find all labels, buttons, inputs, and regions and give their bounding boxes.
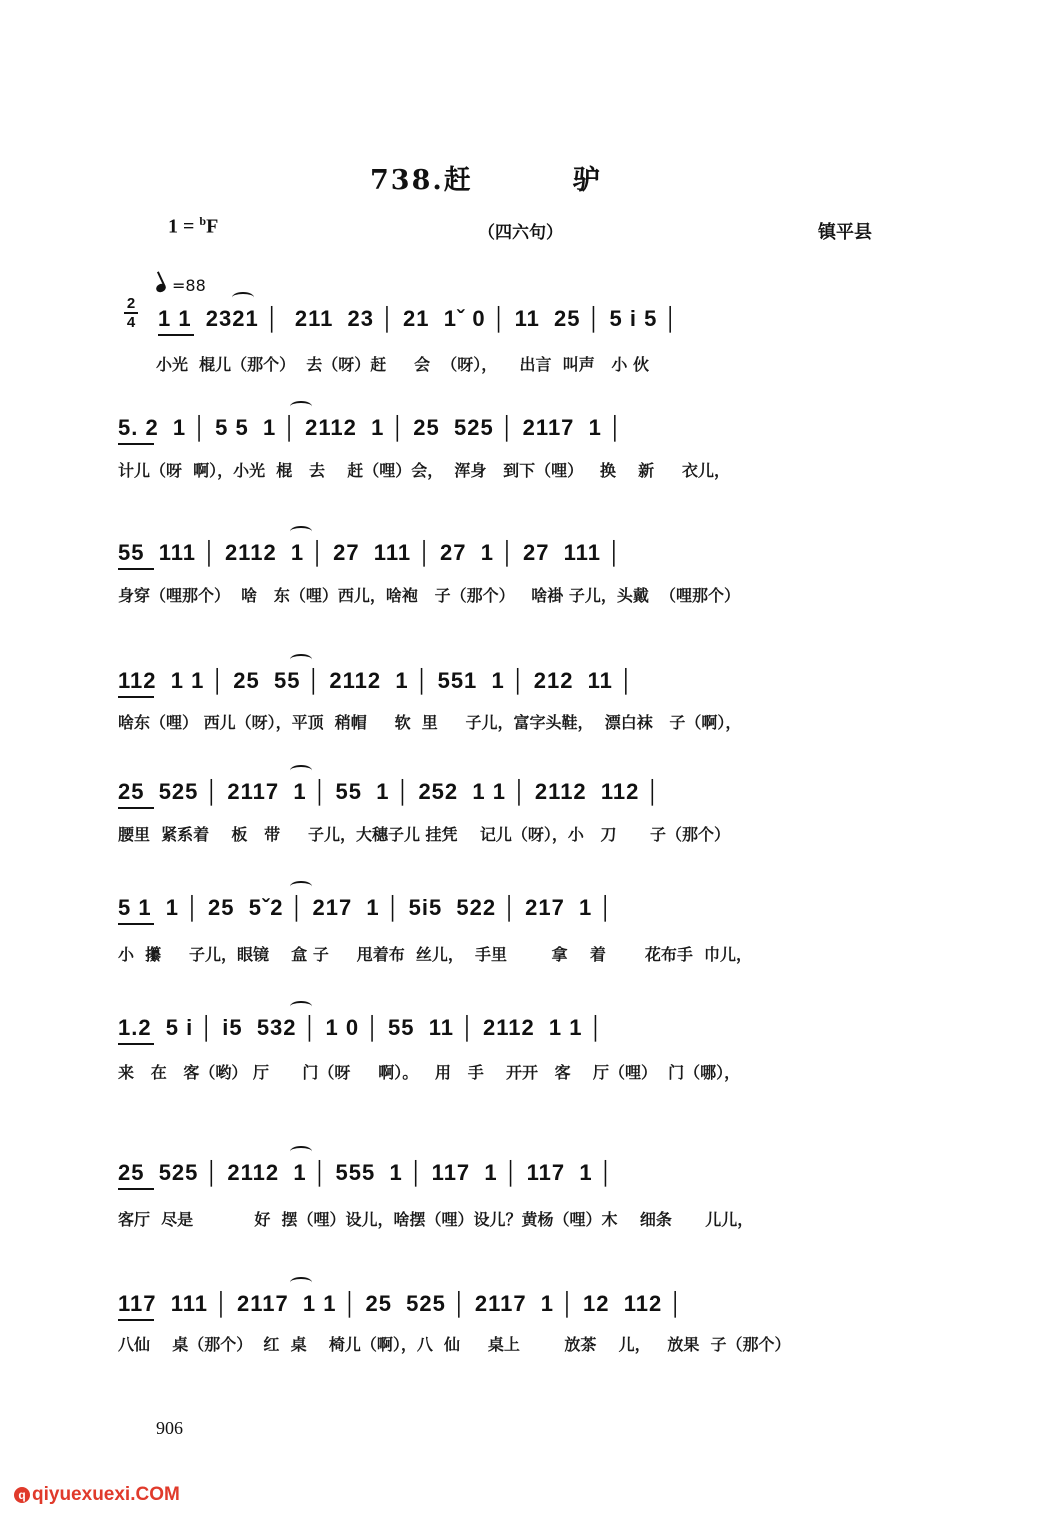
watermark-logo-icon: q [14, 1487, 30, 1503]
lyric-line: 来 在 客（哟） 厅 门（呀 啊）。 用 手 开开 客 厅（哩） 门（哪）， [118, 1063, 741, 1082]
tempo-marking [156, 276, 206, 295]
beam-underline [118, 923, 154, 925]
notation-line: 1.2 5 i │ i5 532 │ 1 0 │ 55 11 │ 2112 1 1 │ [118, 1015, 605, 1040]
watermark [14, 1484, 180, 1506]
quarter-note-icon [155, 282, 167, 293]
beam-underline [118, 1319, 154, 1321]
region-label: 镇平县 [818, 222, 872, 243]
time-signature [124, 296, 138, 330]
beam-underline [158, 334, 194, 336]
lyric-line: 腰里 紧系着 板 带 子儿，大穗子儿 挂凭 记儿（呀），小 刀 子（那个） [118, 825, 730, 844]
slur-mark [290, 1277, 312, 1288]
beam-underline [118, 568, 154, 570]
lyric-line: 客厅 尽是 好 摆（哩）设儿，啥摆（哩）设儿？黄杨（哩）木 细条 儿儿， [118, 1210, 754, 1229]
slur-mark [290, 765, 312, 776]
lyric-line: 小 攥 子儿，眼镜 盒 子 甩着布 丝儿， 手里 拿 着 花布手 巾儿， [118, 945, 752, 964]
song-title-part1: 738.赶 [370, 165, 473, 196]
tempo-value: =88 [172, 276, 206, 295]
notation-line: 117 111 │ 2117 1 1 │ 25 525 │ 2117 1 │ 12 112 │ [118, 1291, 685, 1316]
lyric-line: 小光 棍儿（那个） 去（呀）赶 会 （呀）， 出言 叫声 小 伙 [156, 355, 649, 374]
key-prefix: 1 = [168, 215, 200, 238]
flat-sign-icon: b [199, 214, 207, 228]
beam-underline [118, 696, 154, 698]
watermark-text: qiyuexuexi.COM [32, 1484, 180, 1505]
notation-line: 1 1 2321 │ 211 23 │ 21 1ˇ 0 │ 11 25 │ 5 i 5 │ [158, 306, 680, 331]
notation-line: 25 525 │ 2117 1 │ 55 1 │ 252 1 1 │ 2112 112 │ [118, 779, 662, 804]
notation-line: 25 525 │ 2112 1 │ 555 1 │ 117 1 │ 117 1 │ [118, 1160, 615, 1185]
lyric-line: 八仙 桌（那个） 红 桌 椅儿（啊），八 仙 桌上 放茶 儿， 放果 子（那个） [118, 1335, 791, 1354]
beam-underline [118, 807, 154, 809]
meter-top: 2 [126, 295, 136, 312]
notation-line: 55 111 │ 2112 1 │ 27 111 │ 27 1 │ 27 111 │ [118, 540, 623, 565]
meter-bottom: 4 [126, 314, 136, 331]
slur-mark [290, 401, 312, 412]
slur-mark [290, 1001, 312, 1012]
slur-mark [232, 292, 254, 303]
key-signature [168, 214, 218, 239]
slur-mark [290, 654, 312, 665]
notation-line: 112 1 1 │ 25 55 │ 2112 1 │ 551 1 │ 212 11 │ [118, 668, 635, 693]
lyric-line: 身穿（哩那个） 啥 东（哩）西儿，啥袍 子（那个） 啥褂 子儿，头戴 （哩那个） [118, 586, 740, 605]
lyric-line: 啥东（哩） 西儿（呀），平顶 稍帽 软 里 子儿，富字头鞋， 漂白袜 子（啊）， [118, 713, 742, 732]
notation-line: 5 1 1 │ 25 5ˇ2 │ 217 1 │ 5i5 522 │ 217 1 │ [118, 895, 615, 920]
beam-underline [118, 1188, 154, 1190]
slur-mark [290, 881, 312, 892]
beam-underline [118, 443, 154, 445]
song-subtitle: （四六句） [478, 223, 563, 243]
notation-line: 5. 2 1 │ 5 5 1 │ 2112 1 │ 25 525 │ 2117 1 │ [118, 415, 624, 440]
beam-underline [118, 1043, 154, 1045]
slur-mark [290, 526, 312, 537]
key-note: F [206, 215, 219, 238]
song-title [370, 158, 602, 197]
song-title-part2: 驴 [572, 165, 602, 196]
lyric-line: 计儿（呀 啊），小光 棍 去 赶（哩）会， 浑身 到下（哩） 换 新 衣儿， [118, 461, 730, 480]
page-number: 906 [156, 1418, 183, 1438]
slur-mark [290, 1146, 312, 1157]
